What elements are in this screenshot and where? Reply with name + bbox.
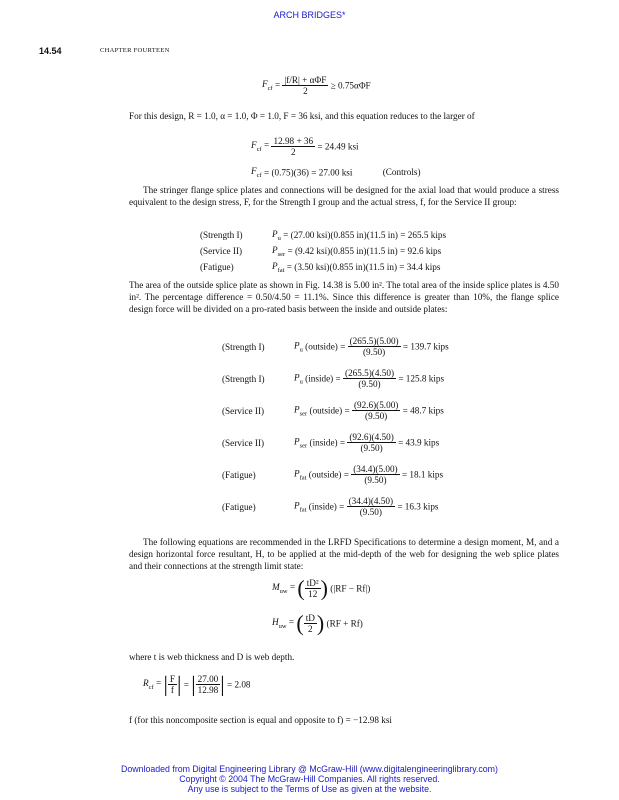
load-row: (Fatigue) $P_{fat} = (3.50$ ksi)(0.855 in)(11.5 in) = 34.4 kips xyxy=(200,261,441,274)
paragraph-where: where t is web thickness and D is web depth. xyxy=(129,652,295,662)
footer-terms-link[interactable]: Any use is subject to the Terms of Use as given at the website. xyxy=(187,784,432,794)
load-row: (Service II) $P_{ser} = (9.42$ ksi)(0.855 in)(11.5 in) = 92.6 kips xyxy=(200,245,442,258)
paragraph-design-values: For this design, R = 1.0, α = 1.0, Φ = 1.0, F = 36 ksi, and this equation reduces to the larger of xyxy=(129,111,475,121)
eq-fcf-1: $F_{cf}$ = $\frac{12.98 + 36}{2}$ = 24.49 ksi xyxy=(251,136,359,157)
split-row: (Service II) $P_{ser}$ (outside) = $\frac{(92.6)(5.00)}{(9.50)}$ = 48.7 kips xyxy=(222,400,444,421)
page-number: 14.54 xyxy=(39,46,62,56)
paragraph-lrfd-equations: The following equations are recommended in the LRFD Specifications to determine a design moment, M, and a design horizontal force resultant, H, to be applied at the mid-depth of the web for designing the web splice plates and their connections at the strength limit state: xyxy=(129,537,559,571)
split-row: (Strength I) $P_u$ (outside) = $\frac{(265.5)(5.00)}{(9.50)}$ = 139.7 kips xyxy=(222,336,449,357)
eq-muw: $M_{uw}$ = ( $\frac{\text{tD²}}{12}$ ) (|RF − Rf|) xyxy=(272,575,371,601)
eq-rcf: $R_{cf}$ = | $\frac{F}{f}$ | = | $\frac{27.00}{12.98}$ | = 2.08 xyxy=(143,671,251,697)
load-row: (Strength I) $P_u = (27.00$ ksi)(0.855 in)(11.5 in) = 265.5 kips xyxy=(200,229,447,242)
split-row: (Strength I) $P_u$ (inside) = $\frac{(265.5)(4.50)}{(9.50)}$ = 125.8 kips xyxy=(222,368,445,389)
split-row: (Fatigue) $P_{fat}$ (outside) = $\frac{(34.4)(5.00)}{(9.50)}$ = 18.1 kips xyxy=(222,464,444,485)
footer-download-link[interactable]: Downloaded from Digital Engineering Library @ McGraw-Hill (www.digitalengineeringlibrary.com) xyxy=(121,764,498,774)
chapter-title: CHAPTER FOURTEEN xyxy=(100,47,170,54)
paragraph-plate-areas: The area of the outside splice plate as shown in Fig. 14.38 is 5.00 in². The total area of the inside splice plates is 4.50 in². The percentage difference = 0.50/4.50 = 11.1%. Since this difference is greater than 10%, the flange splice design force will be divided on a pro-rated basis between the inside and outside plates: xyxy=(129,280,559,314)
paragraph-splice-design: The stringer flange splice plates and connections will be designed for the axial load that would produce a stress equivalent to the design stress, F, for the Strength I group and the actual stress, f, for the Service II group: xyxy=(129,185,559,207)
eq-fcf-general: $F_{cf}$ = $\frac{\text{|f/R| + αΦF}}{2}$ ≥ 0.75αΦF xyxy=(262,75,371,96)
footer-copyright xyxy=(0,764,619,794)
eq-huw: $H_{uw}$ = ( $\frac{tD}{2}$ ) (RF + Rf) xyxy=(272,610,363,636)
loads-list xyxy=(200,229,446,277)
split-row: (Service II) $P_{ser}$ (inside) = $\frac{(92.6)(4.50)}{(9.50)}$ = 43.9 kips xyxy=(222,432,440,453)
split-row: (Fatigue) $P_{fat}$ (inside) = $\frac{(34.4)(4.50)}{(9.50)}$ = 16.3 kips xyxy=(222,496,439,517)
split-forces xyxy=(222,336,449,528)
eq-fcf-2: $F_{cf} = (0.75)(36) = 27.00$ ksi (Controls) xyxy=(251,166,421,179)
site-header: ARCH BRIDGES* xyxy=(273,10,346,20)
footer-copyright-line: Copyright © 2004 The McGraw-Hill Companies. All rights reserved. xyxy=(179,774,440,784)
paragraph-fncf: f (for this noncomposite section is equal and opposite to f) = −12.98 ksi xyxy=(129,715,392,725)
